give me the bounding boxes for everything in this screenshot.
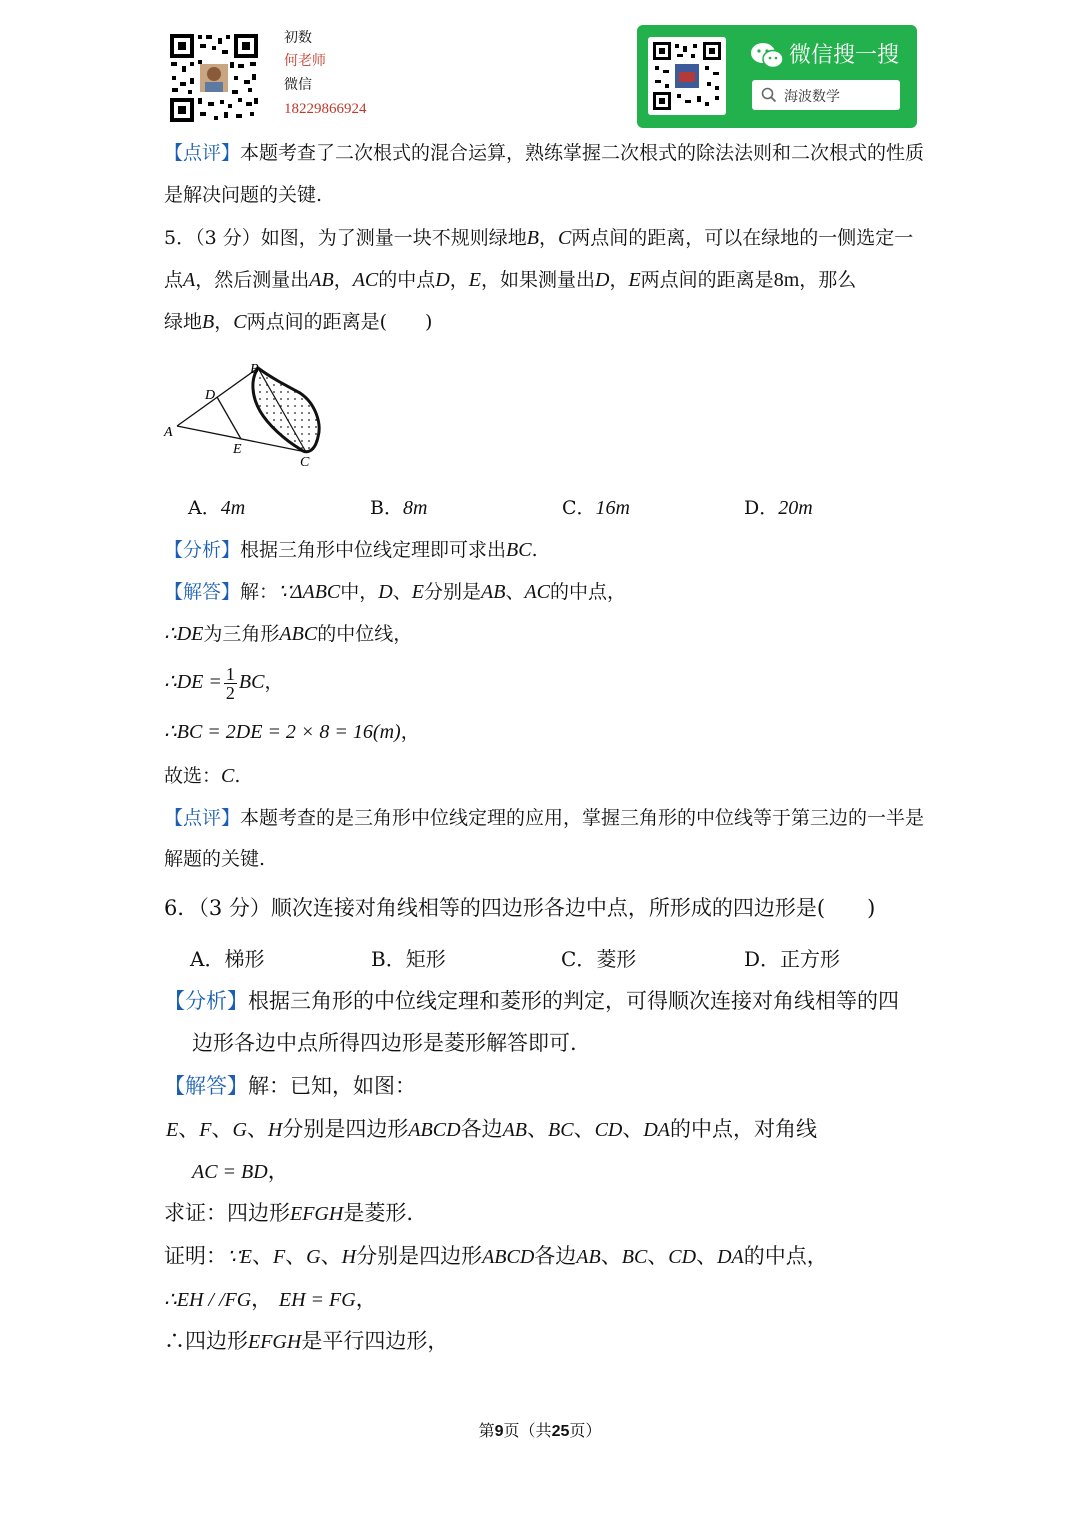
- contact-phone: 18229866924: [284, 101, 367, 117]
- q5-option-d[interactable]: D．20m: [744, 497, 813, 519]
- wechat-search-title: 微信搜一搜: [789, 43, 900, 68]
- q6-analysis-line-1: 【分析】根据三角形的中位线定理和菱形的判定，可得顺次连接对角线相等的四: [164, 989, 899, 1013]
- wechat-search-box[interactable]: [752, 80, 900, 110]
- q5-comment-line-1: 【点评】本题考查的是三角形中位线定理的应用，掌握三角形的中位线等于第三边的一半是: [164, 807, 925, 829]
- search-icon: [761, 87, 777, 103]
- q5-option-a[interactable]: A．4m: [188, 497, 246, 519]
- q5-answer-line-1: 【解答】解：∵ΔABC中，D、E分别是AB、AC的中点，: [164, 581, 627, 603]
- q5-figure-land: [253, 368, 319, 452]
- q6-stem: 6．（3 分）顺次连接对角线相等的四边形各边中点，所形成的四边形是( ): [164, 896, 876, 920]
- q6-option-d[interactable]: D．正方形: [744, 947, 841, 971]
- contact-teacher-name: 何老师: [284, 53, 326, 69]
- q6-option-a[interactable]: A．梯形: [190, 947, 265, 971]
- q5-option-b[interactable]: B．8m: [370, 497, 428, 519]
- q6-answer-line-2: E、F、G、H分别是四边形ABCD各边AB、BC、CD、DA的中点，对角线: [166, 1117, 818, 1141]
- q5-label-b: B: [250, 362, 259, 377]
- q5-answer-line-3: ∴DE = $\frac{1}{2}$ BC，: [164, 663, 284, 703]
- q5-figure: [160, 355, 330, 470]
- q6-answer-line-4: 求证：四边形EFGH是菱形.: [164, 1201, 414, 1225]
- q5-label-e: E: [233, 442, 242, 457]
- q6-answer-line-5: 证明：∵E、F、G、H分别是四边形ABCD各边AB、BC、CD、DA的中点，: [164, 1244, 828, 1268]
- page-footer: 第9页（共25页）: [478, 1421, 602, 1440]
- q6-option-b[interactable]: B．矩形: [371, 947, 446, 971]
- q5-option-c[interactable]: C．16m: [562, 497, 630, 519]
- qr-code-left: [168, 32, 260, 124]
- q5-answer-line-5: 故选：C.: [164, 765, 241, 787]
- q5-label-a: A: [164, 425, 173, 440]
- page-total: 25: [551, 1423, 570, 1440]
- q6-answer-line-1: 【解答】解：已知，如图：: [164, 1074, 416, 1098]
- contact-line-1: 初数: [284, 30, 312, 46]
- q6-answer-line-7: ∴四边形EFGH是平行四边形，: [164, 1329, 449, 1353]
- wechat-search-card[interactable]: [637, 25, 917, 128]
- q4-comment-text: 本题考查了二次根式的混合运算，熟练掌握二次根式的除法法则和二次根式的性质: [240, 142, 925, 164]
- q5-stem-line-1: 5．（3 分）如图，为了测量一块不规则绿地B，C两点间的距离，可以在绿地的一侧选定一: [164, 227, 914, 249]
- q5-answer-line-2: ∴DE为三角形ABC的中位线，: [164, 623, 413, 645]
- q4-comment-tag: 【点评】: [164, 142, 241, 164]
- q5-figure-line-de: [217, 397, 241, 439]
- q5-label-c: C: [300, 455, 310, 470]
- wechat-logo-icon: [750, 41, 784, 71]
- q5-stem-line-2: 点A，然后测量出AB，AC的中点D，E，如果测量出D，E两点间的距离是8m，那么: [164, 269, 857, 291]
- q5-label-d: D: [205, 388, 216, 403]
- page-number: 9: [494, 1423, 504, 1440]
- q5-comment-line-2: 解题的关键.: [164, 848, 266, 870]
- wechat-qr-code: [648, 37, 726, 115]
- q5-analysis: 【分析】根据三角形中位线定理即可求出BC.: [164, 539, 538, 561]
- q5-answer-line-4: ∴BC = 2DE = 2 × 8 = 16(m)，: [164, 721, 420, 743]
- q4-comment-line-1: [164, 140, 924, 166]
- q6-answer-line-6: ∴EH / /FG， EH = FG，: [164, 1287, 377, 1311]
- q6-answer-line-3: AC = BD，: [192, 1159, 289, 1183]
- wechat-search-text: 海波数学: [784, 89, 840, 105]
- q6-option-c[interactable]: C．菱形: [561, 947, 637, 971]
- q5-stem-line-3: 绿地B，C两点间的距离是( ): [164, 311, 433, 333]
- contact-line-3: 微信: [284, 77, 312, 93]
- q4-comment-line-2: 是解决问题的关键.: [164, 184, 323, 206]
- q6-analysis-line-2: 边形各边中点所得四边形是菱形解答即可.: [192, 1031, 577, 1055]
